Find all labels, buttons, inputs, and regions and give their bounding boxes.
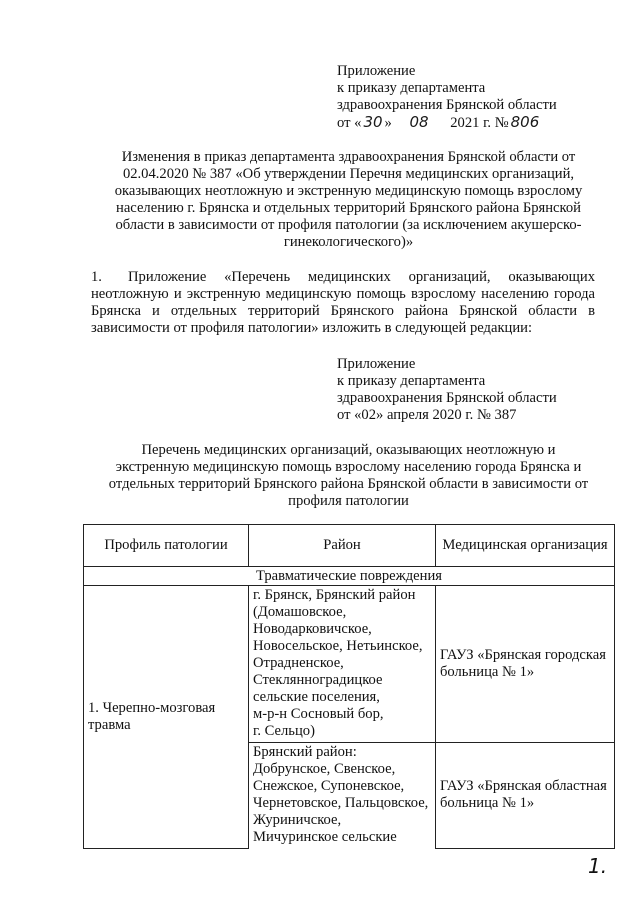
district-line: г. Брянск, Брянский район	[253, 587, 416, 603]
organization-cell: ГАУЗ «Брянская городская больница № 1»	[436, 586, 615, 743]
changes-title-line: оказывающих неотложную и экстренную медицинскую помощь взрослому	[114, 183, 583, 199]
district-line: г. Сельцо)	[253, 723, 315, 739]
district-line: Снежское, Супоневское,	[253, 778, 405, 794]
list-title-line: профиля патологии	[288, 493, 409, 509]
item-1-number: 1.	[91, 269, 102, 285]
attachment-date-line	[337, 114, 557, 132]
changes-title-line: гинекологического)»	[283, 234, 414, 250]
profile-cell: 1. Черепно-мозговая травма	[84, 586, 249, 849]
district-line: Новосельское, Нетьинское,	[253, 638, 423, 654]
attachment-header-inner	[337, 356, 557, 424]
changes-title-line: области в зависимости от профиля патологии (за исключением акушерско-	[115, 217, 582, 233]
handwritten-day: 30	[363, 113, 383, 131]
attachment-order-line: к приказу департамента	[337, 373, 486, 389]
attachment-header-top	[337, 63, 557, 132]
district-cell	[249, 743, 436, 849]
date-year: 2021 г. №	[450, 115, 509, 131]
header-profile: Профиль патологии	[84, 525, 249, 567]
district-line: сельские поселения,	[253, 689, 380, 705]
district-line: Брянский район:	[253, 744, 357, 760]
handwritten-month: 08	[409, 113, 429, 131]
organizations-table	[83, 524, 615, 849]
date-prefix: от «	[337, 115, 362, 131]
district-line: Журиничское,	[253, 812, 342, 828]
district-line: м-р-н Сосновый бор,	[253, 706, 384, 722]
list-title-line: отдельных территорий Брянского района Брянской области в зависимости от	[108, 476, 589, 492]
district-line: Стеклянноградицкое	[253, 672, 383, 688]
attachment-department-line: здравоохранения Брянской области	[337, 390, 557, 406]
table-row	[84, 586, 615, 743]
district-line: Мичуринское сельские	[253, 829, 397, 845]
attachment-department-line: здравоохранения Брянской области	[337, 97, 557, 113]
district-line: Добрунское, Свенское,	[253, 761, 396, 777]
attachment-order-line: к приказу департамента	[337, 80, 486, 96]
header-organization: Медицинская организация	[436, 525, 615, 567]
list-title-line: экстренную медицинскую помощь взрослому населению города Брянска и	[115, 459, 582, 475]
organization-cell: ГАУЗ «Брянская областная больница № 1»	[436, 743, 615, 849]
table-header-row	[84, 525, 615, 567]
district-line: (Домашовское,	[253, 604, 347, 620]
changes-title-line: Изменения в приказ департамента здравоохранения Брянской области от	[121, 149, 576, 165]
page-number: 1.	[588, 854, 608, 878]
changes-title-line: населению г. Брянска и отдельных территорий Брянского района Брянской	[116, 200, 581, 216]
item-1-paragraph	[91, 269, 595, 337]
changes-title	[83, 149, 614, 251]
district-cell	[249, 586, 436, 743]
attachment-date-line: от «02» апреля 2020 г. № 387	[337, 407, 517, 423]
section-trauma: Травматические повреждения	[84, 567, 615, 586]
table-section-row	[84, 567, 615, 586]
attachment-label: Приложение	[337, 63, 416, 79]
district-line: Отрадненское,	[253, 655, 344, 671]
item-1-text: Приложение «Перечень медицинских организаций, оказывающих неотложную и экстренную медицинскую помощь взрослому населению города Брянска и отдельных территорий Брянского района Брянской области в зависимости от профиля патологии» изложить в следующей редакции:	[91, 269, 595, 336]
list-title-line: Перечень медицинских организаций, оказывающих неотложную и	[141, 442, 556, 458]
header-district: Район	[249, 525, 436, 567]
district-line: Новодарковичское,	[253, 621, 372, 637]
attachment-label: Приложение	[337, 356, 416, 372]
district-line: Чернетовское, Пальцовское,	[253, 795, 429, 811]
handwritten-number: 806	[510, 113, 540, 131]
list-title	[83, 442, 614, 510]
changes-title-line: 02.04.2020 № 387 «Об утверждении Перечня медицинских организаций,	[122, 166, 575, 182]
date-sep: »	[384, 115, 392, 131]
